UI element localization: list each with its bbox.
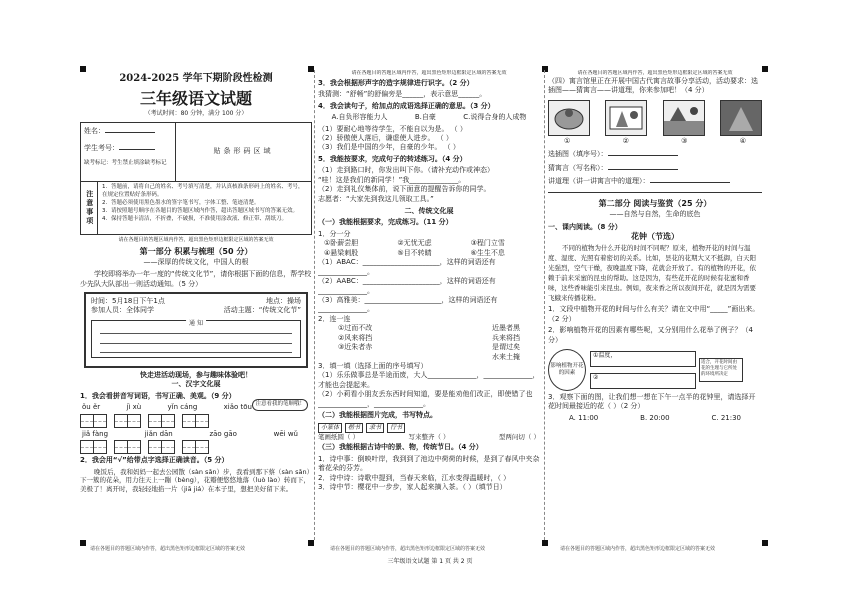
- page-number: 三年级语文试题 第 1 页 共 2 页: [387, 558, 473, 565]
- column-2: [318, 70, 540, 540]
- exam-subtitle: （考试时间：80 分钟，满分 100 分）: [144, 110, 248, 118]
- poster-place: 地点：操场: [266, 297, 301, 306]
- answer-warning: 请在各题目的答题区域内作答，超出黑色矩形边框限定区域的答案无效: [577, 70, 733, 76]
- calligraphy-samples: [318, 423, 540, 433]
- idiom: ②无忧无虑: [397, 239, 432, 248]
- link-left: ③近朱者赤: [338, 343, 373, 352]
- question-legend: （四）寓言馆里正在开展中国古代寓言故事分享活动，活动要求：选插图——猜寓言——讲道理，你来参加吧！（4 分）: [548, 76, 758, 95]
- section-reading: 一、课内阅读。（8 分）: [548, 222, 622, 231]
- answer-warning: 请在各题目的答题区域内作答，超出黑色矩形边框限定区域的答案无效: [118, 237, 274, 244]
- question-poem: （三）我能根据古诗中的景、物，传统节日。（4 分）: [318, 443, 483, 452]
- idiom: ⑤目不转睛: [397, 248, 432, 257]
- abc-item[interactable]: （3）高雅美：______________________，这样的词语还有______________。: [318, 295, 498, 314]
- registration-mark: [762, 66, 768, 72]
- registration-mark: [542, 540, 548, 546]
- fill-item[interactable]: （1）乐乐做事总是半途而废，大人______________，______________，才能也会提起来。: [318, 371, 540, 389]
- reading-question-1[interactable]: 1．文段中植物开花的时间与什么有关？请在文中用“_____”画出来。（2 分）: [548, 305, 760, 323]
- column-divider: [544, 70, 545, 540]
- brush-label[interactable]: 型两问切（ ）: [498, 432, 540, 441]
- registration-mark: [80, 540, 86, 546]
- question-3: 3．我会根据形声字的造字规律进行识字。（2 分）: [318, 78, 474, 87]
- legend-picture: [548, 100, 590, 136]
- hint-bubble: 注意看我的笔顺哦！: [252, 399, 308, 410]
- legend-picture: [720, 100, 762, 136]
- poster-time: 时间：5月18日下午1点: [91, 297, 165, 306]
- pinyin: jiǎ fàng: [82, 429, 109, 438]
- poster-theme: 活动主题：“传统文化节”: [223, 306, 301, 315]
- question-idiom-1: 1．分一分: [318, 229, 351, 238]
- link-right: 近墨者黑: [492, 324, 520, 333]
- calligraphy-sample: 楷书: [345, 423, 363, 433]
- picture-number: ①: [564, 136, 571, 145]
- pinyin: jiǎn dān: [144, 429, 173, 438]
- legend-picture: [663, 100, 705, 136]
- question-idiom: （一）我能根据要求，完成练习。（11 分）: [318, 218, 453, 227]
- link-right: 水来土掩: [492, 352, 520, 361]
- legend-picture: [605, 100, 647, 136]
- exam-title: 三年级语文试题: [139, 88, 252, 108]
- notice-item: 3．请按照题号顺序在各题目的答题区域内作答，超出答题区域书写的答案无效。: [102, 208, 299, 215]
- section-tradition: 二、传统文化展: [404, 207, 454, 215]
- question-5: 5．我能按要求，完成句子的转述练习。（4 分）: [318, 154, 467, 163]
- writing-grid-row-1[interactable]: [80, 414, 312, 428]
- question-4-item[interactable]: （2）骄傲使人落后，谦虚使人进步。 （ ）: [318, 133, 453, 142]
- notice-item: 2．答题必须使用黑色墨水的签字笔书写，字体工整、笔迹清楚。: [102, 200, 260, 207]
- question-5-item: 志愿者：“大家先到我这儿领取工具。”: [318, 194, 434, 203]
- idiom: ④悬梁刺股: [324, 248, 359, 257]
- question-5-item: （1）走到路口时，你发出叫下你。（请补充动作或神态）: [318, 166, 494, 175]
- column-1: [80, 70, 312, 540]
- link-left: ①过而不改: [338, 324, 373, 333]
- registration-mark: [308, 540, 314, 546]
- option: C.说得合身的人成物: [463, 113, 527, 122]
- essay-title: 花钟（节选）: [631, 232, 679, 242]
- part1-title: 第一部分 积累与梳理（50 分）: [139, 246, 253, 256]
- brush-label[interactable]: 写来整齐（ ）: [408, 432, 450, 441]
- abc-item[interactable]: （2）AABC：______________________，这样的词语还有______________。: [318, 277, 496, 295]
- column-3: [548, 70, 762, 540]
- footer-warning: 请在各题目的答题区域内作答，超出黑色矩形边框限定区域的答案无效: [90, 546, 246, 552]
- question-2-text: 晚饭后，我和妈妈一起去公园散（sàn sǎn）步，我看到那下蔡（sàn sǎn）下一簇的花朵，用力往天上一蹦（bèng），花瓣便悠悠地落（luò lào）转而下，美极了！离开时，我轻轻地掐一片（jiā jiá）在本子里，想把美好留下来。: [80, 467, 310, 494]
- diagram-answer-box[interactable]: ①温度，: [590, 351, 696, 367]
- fill-item[interactable]: （2）小莉看小朋友丢东西时间知道，要是能劝他们改正，即使错了也______________，______________。: [318, 390, 533, 408]
- question-fill: 3．填一填（选择上面的序号填写）: [318, 362, 428, 370]
- abc-item[interactable]: （1）ABAC：______________________，这样的词语还有______________。: [318, 258, 496, 276]
- picture-number: ④: [739, 136, 746, 145]
- idiom-list: [324, 239, 540, 258]
- poem-item[interactable]: 3．诗中节：樱花中一步步，家人起来摘入茶。（ ）（填节日）: [318, 483, 507, 492]
- absent-mark[interactable]: 缺考标记：考生禁止填涂缺考标记: [84, 160, 167, 167]
- notice-writing-area[interactable]: [91, 320, 301, 358]
- student-info-box: [80, 122, 312, 182]
- essay-text: 不同的植物为什么开花的时间不同呢？原来，植物开花的时间与温度、湿度、光照有着密切的关系。比如，昙花的花期大又不抵御，白天阳光强烈，空气干燥，夜晚温度下降，花就会开放了。有的植物的开花，依赖于前来采蜜的昆虫的帮助。这是因为，有些花开花的时候有花蜜和香味，这些香味能引来昆虫。例如，夜来香之所以夜间开花，就是因为需要飞蛾来传播花粉。: [548, 243, 756, 303]
- question-4: 4．我会读句子，给加点的成语选择正确的意思。（3 分）: [318, 101, 495, 110]
- question-4-item[interactable]: （1）要耐心地等待学生，不能自以为是。 （ ）: [318, 124, 467, 133]
- guess-legend-field[interactable]: 猜寓言（写名称）：: [548, 164, 762, 173]
- reading-question-3[interactable]: 3．观察下面的图，让我们想一想在下午一点半的花钟里，请选择开花时间最接近的花（ ）（2 分）: [548, 392, 756, 411]
- part2-subtitle: ——自然与自然，生命的底色: [609, 210, 701, 219]
- part1-subtitle: ——深厚的传统文化，中国人的根: [143, 257, 249, 266]
- activity-lead: 快走进活动现场，参与趣味体验吧！: [140, 371, 252, 380]
- option[interactable]: C. 21:30: [711, 413, 742, 422]
- student-id-field[interactable]: 学生考号：: [84, 144, 172, 153]
- barcode-area: 贴条形码区域: [213, 147, 274, 156]
- question-5-item[interactable]: “哇！这是我们的新同学！”我______________。: [318, 175, 466, 184]
- question-3-text[interactable]: 我猜测：“舒畅”的舒偏旁是______，表示意思______。: [318, 90, 487, 99]
- footer-warning: 请在各题目的答题区域内作答，超出黑色矩形边框限定区域的答案无效: [330, 546, 486, 552]
- notice-box: [80, 182, 312, 235]
- option[interactable]: A. 11:00: [568, 413, 599, 422]
- term-title: 2024-2025 学年下期阶段性检测: [119, 73, 273, 84]
- part2-title: 第二部分 阅读与鉴赏（25 分）: [598, 199, 712, 209]
- link-right: 是谓过矣: [492, 343, 520, 352]
- writing-grid-row-2[interactable]: [80, 440, 312, 454]
- reading-question-2: 2．影响植物开花的因素有哪些呢，又分别用什么花举了例子？（4 分）: [548, 326, 753, 344]
- notice-item: 1．答题前，请将自己的姓名、考号填写清楚，并认真核准条形码上的姓名、考号，在规定位置贴好条形码。: [102, 184, 304, 199]
- link-left: ②风来将挡: [338, 333, 373, 342]
- pinyin: xiǎo tōu: [223, 403, 252, 412]
- poem-item[interactable]: 2．诗中诗：诗歌中提到，当春天来临，江水变得温暖时，（ ）: [318, 473, 511, 482]
- legend-pictures: [548, 100, 762, 136]
- picture-number: ②: [622, 136, 629, 145]
- calligraphy-sample: 小篆体: [318, 423, 342, 433]
- matching-area[interactable]: [318, 324, 540, 362]
- question-1: 1．我会看拼音写词语，书写正确、美观。（9 分）: [80, 391, 236, 400]
- answer-warning: 请在各题目的答题区域内作答，超出黑色矩形边框限定区域的答案无效: [351, 70, 507, 76]
- question-link: 2．连一连: [318, 314, 351, 323]
- pinyin-area: [80, 403, 312, 454]
- pick-picture-field[interactable]: 选插图（填序号）：: [548, 150, 762, 159]
- notice-poster: [84, 292, 308, 368]
- brush-label[interactable]: 笔画纸圆（ ）: [318, 432, 360, 441]
- option[interactable]: B. 20:00: [640, 413, 670, 422]
- idiom: ①卧薪尝胆: [324, 239, 359, 248]
- pinyin: ǒu ěr: [82, 403, 101, 412]
- poem-item[interactable]: 1．诗中事：倒映叶岸，我到到了池边中荷荷的时候，是到了春风中夹杂着花朵的芬芳。: [318, 454, 540, 473]
- link-right: 兵来将挡: [492, 333, 520, 342]
- footer-warning: 请在各题目的答题区域内作答，超出黑色矩形边框限定区域的答案无效: [560, 546, 716, 552]
- question-brush: （二）我能根据图片完成，书写特点。: [318, 411, 437, 420]
- column-divider: [314, 70, 315, 540]
- question-2: 2．我会用“√”给带点字选择正确读音。（5 分）: [80, 456, 229, 465]
- question-5-item: （2）走到礼仪集体前，说下面意的提醒告诉你的同学。: [318, 185, 491, 194]
- option: B.自豪: [414, 113, 436, 122]
- idiom: ⑥生生不息: [470, 248, 505, 257]
- diagram-center: 影响植物开花的因素: [548, 349, 586, 391]
- pinyin: yǐn cáng: [167, 403, 198, 412]
- diagram-side-note: 适合，开花时间由花的生理与它所处的环境所决定: [699, 358, 743, 382]
- diagram-answer-box[interactable]: ②: [590, 373, 696, 389]
- notice-title: 注意事项: [81, 182, 98, 234]
- board-title: 通 知: [186, 320, 206, 328]
- pinyin: zāo gāo: [209, 429, 237, 438]
- poster-people: 参加人员：全体同学: [91, 306, 154, 315]
- calligraphy-sample: 行书: [387, 423, 405, 433]
- factor-diagram: [548, 349, 762, 391]
- pinyin: jì xù: [126, 403, 142, 412]
- calligraphy-sample: 隶书: [366, 423, 384, 433]
- question-4-item[interactable]: （3）我们是中国的少年，自豪的少年。 （ ）: [318, 143, 460, 152]
- truth-field[interactable]: 讲道理（讲一讲寓言中的道理）：: [548, 177, 762, 186]
- part1-intro: 学校即将举办一年一度的“传统文化节”，请你根据下面的信息，帮学校少先队大队部出一则活动通知。（5 分）: [80, 270, 312, 288]
- notice-item: 4．保持答题卡清洁，不折叠，不破损，不准使用涂改液、修正带、刮纸刀。: [102, 216, 288, 223]
- pinyin: wēi wǔ: [273, 429, 298, 438]
- idiom: ③程门立雪: [470, 239, 505, 248]
- picture-number: ③: [681, 136, 688, 145]
- registration-mark: [762, 540, 768, 546]
- option: A.自负形容能力人: [331, 113, 388, 122]
- name-field[interactable]: 姓名：: [84, 127, 172, 136]
- section-hanzi: 一、汉字文化展: [171, 380, 221, 389]
